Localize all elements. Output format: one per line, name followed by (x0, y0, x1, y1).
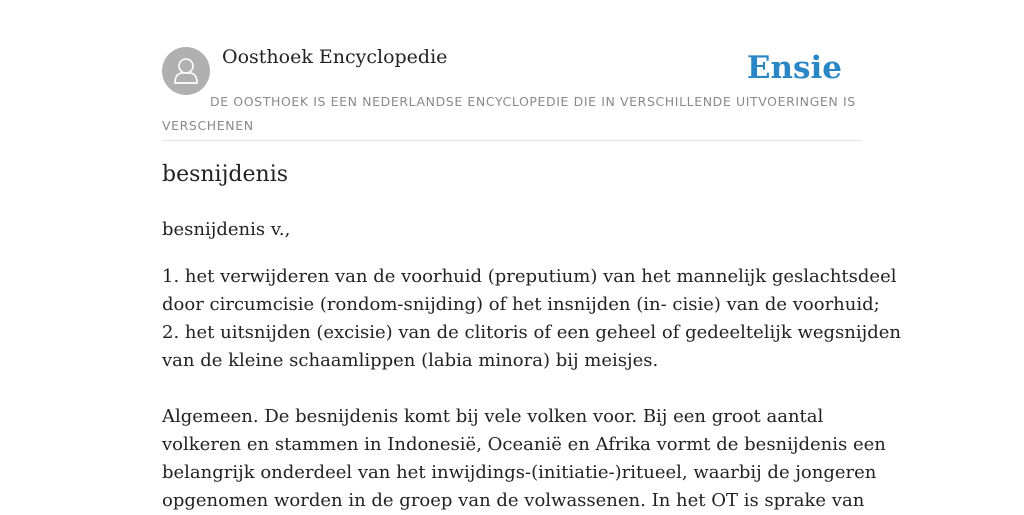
paragraph-line: volkeren en stammen in Indonesië, Oceanië en Afrika vormt de besnijdenis een (162, 434, 886, 455)
paragraph-gap (162, 375, 862, 403)
content-container (162, 0, 901, 511)
article-body (162, 263, 901, 515)
source-name-link[interactable]: Oosthoek Encyclopedie (222, 46, 448, 68)
paragraph-line: Algemeen. De besnijdenis komt bij vele volken voor. Bij een groot aantal (162, 406, 824, 427)
brand-logo[interactable]: Ensie (746, 50, 842, 86)
definition-line: 1. het verwijderen van de voorhuid (preputium) van het mannelijk geslachtsdeel (162, 266, 897, 287)
user-icon[interactable] (162, 47, 210, 95)
article-title: besnijdenis (162, 162, 289, 187)
article-lemma: besnijdenis v., (162, 219, 291, 240)
definition-line: van de kleine schaamlippen (labia minora) bij meisjes. (162, 350, 659, 371)
source-header (162, 0, 862, 141)
paragraph-line: opgenomen worden in de groep van de volwassenen. In het OT is sprake van (162, 490, 865, 511)
definition-line: 2. het uitsnijden (excisie) van de clitoris of een geheel of gedeeltelijk wegsnijden (162, 322, 901, 343)
paragraph-line: belangrijk onderdeel van het inwijdings-(initiatie-)ritueel, waarbij de jongeren (162, 462, 877, 483)
source-description: DE OOSTHOEK IS EEN NEDERLANDSE ENCYCLOPEDIE DIE IN VERSCHILLENDE UITVOERINGEN IS VERSCHENEN (162, 94, 856, 133)
definition-line: door circumcisie (rondom-snijding) of het insnijden (in- cisie) van de voorhuid; (162, 294, 880, 315)
